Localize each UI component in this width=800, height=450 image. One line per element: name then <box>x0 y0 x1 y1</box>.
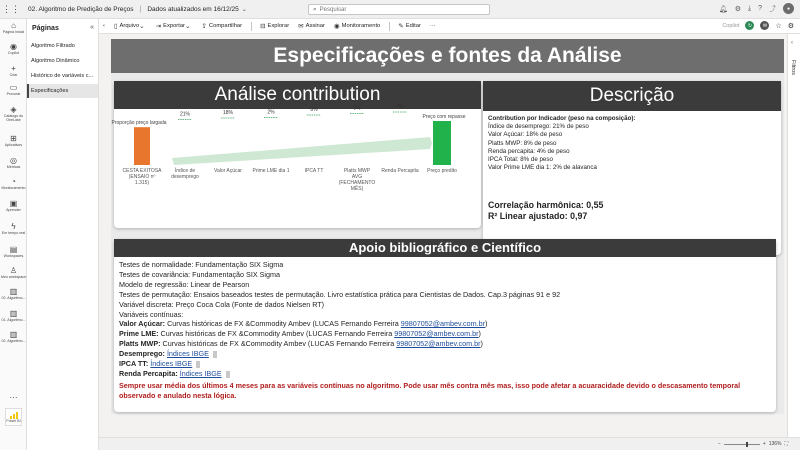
category-label <box>253 168 290 174</box>
browse-icon: ▭ <box>9 83 18 92</box>
toolbar-label: Arquivo <box>119 23 140 29</box>
filters-pane[interactable] <box>787 34 800 437</box>
end-bar <box>433 121 451 165</box>
rail-item-label: Em tempo real <box>1 231 26 235</box>
workspaces-icon: ▤ <box>9 245 18 254</box>
rail-item-label: 01. Algoritmo... <box>1 318 26 322</box>
bibliography-line: Testes de permutação: Ensaios baseados testes de permutação. Livro estatística prática para Cientistas de Dados. Cap.3 páginas 91 e 92 <box>119 289 561 299</box>
more-icon[interactable]: ··· <box>9 393 18 402</box>
toolbar-explorar-button[interactable] <box>260 22 289 30</box>
more-options-icon[interactable]: ··· <box>429 23 436 29</box>
category-label <box>381 168 418 174</box>
category-label-line: Renda Percapita <box>381 168 419 174</box>
metrics-icon: ◎ <box>10 156 17 165</box>
report-title: 02. Algoritmo de Predição de Preços <box>28 5 134 13</box>
category-label-line: desemprego <box>171 174 199 180</box>
toolbar-label: Monitoramento <box>341 23 381 29</box>
bibliography-line: Testes de covariância: Fundamentação SIX Sigma <box>119 269 281 279</box>
source-text: Curvas históricas de FX &Commodity Ambev (LUCAS Fernando Ferreira <box>165 319 401 329</box>
ibge-line <box>119 359 771 369</box>
source-line <box>119 329 771 339</box>
pages-title: Páginas <box>32 25 59 32</box>
search-placeholder: Pesquisar <box>319 6 347 13</box>
category-label-line: Valor Açúcar <box>214 168 242 174</box>
copilot-icon: ◉ <box>10 42 17 51</box>
description-lines <box>488 123 776 172</box>
rail-item[interactable] <box>0 330 27 343</box>
rail-item[interactable] <box>0 134 27 147</box>
rail-item-label: Monitoramento <box>1 186 26 190</box>
page-tab[interactable]: Algoritmo Filtrado <box>31 43 75 49</box>
category-label-line: CESTA EXITOSA <box>122 168 162 174</box>
source-label: Valor Açúcar: <box>119 319 166 329</box>
rail-item-label: Página Inicial <box>2 30 25 34</box>
ibge-link[interactable]: Índices IBGE <box>166 349 209 359</box>
correlation-text: Correlação harmônica: 0,55 <box>488 200 604 211</box>
rail-item[interactable] <box>0 42 27 55</box>
email-link[interactable]: 99807052@ambev.com.br <box>394 329 479 339</box>
rail-item[interactable] <box>0 177 27 190</box>
share-icon: ⇪ <box>201 23 207 30</box>
help-icon[interactable]: ? <box>758 5 762 12</box>
report-icon: ▥ <box>9 287 18 296</box>
rail-item[interactable] <box>0 21 27 34</box>
category-label-line: 1.315) <box>134 180 150 186</box>
zoom-level: 136% <box>768 441 782 447</box>
report-icon: ▥ <box>9 309 18 318</box>
description-line: Platts MWP: 8% de peso <box>488 139 557 147</box>
toolbar-compartilhar-button[interactable] <box>201 22 242 30</box>
report-icon: ▥ <box>9 330 18 339</box>
toolbar-label: Assinar <box>305 23 325 29</box>
bibliography-line: Modelo de regressão: Linear de Pearson <box>119 279 250 289</box>
status-bar <box>99 437 800 450</box>
onelake-icon: ◈ <box>10 105 17 114</box>
category-label-line: Preço predito <box>427 168 457 174</box>
settings-icon[interactable]: ⚙ <box>734 5 741 13</box>
settings-icon[interactable]: ⚙ <box>787 22 794 30</box>
page-title: Especificações e fontes da Análise <box>111 39 784 73</box>
data-label: 8% <box>353 105 361 112</box>
refresh-icon[interactable]: ↻ <box>745 21 754 30</box>
powerbi-logo[interactable] <box>5 408 22 426</box>
toolbar-exportar-button[interactable] <box>156 22 193 30</box>
trend-arrow <box>172 137 432 165</box>
my-workspace-icon: ♙ <box>9 266 18 275</box>
pages-pane <box>27 19 99 450</box>
ibge-link[interactable]: Índices IBGE <box>179 368 222 378</box>
start-label: Proporção preço largada <box>111 120 167 127</box>
zoom-out-icon[interactable]: − <box>717 441 721 447</box>
page-tab[interactable]: Algoritmo Dinâmico <box>31 58 80 64</box>
rail-item[interactable] <box>0 222 27 235</box>
report-page <box>111 39 784 414</box>
top-right-actions <box>719 3 794 14</box>
filters-label: Filtros <box>790 60 796 75</box>
report-canvas <box>99 34 787 437</box>
source-label: Prime LME: <box>119 329 159 339</box>
waterfall-chart[interactable] <box>111 104 481 228</box>
rail-item[interactable] <box>0 266 27 279</box>
toolbar-label: Exportar <box>163 23 185 29</box>
toolbar-separator <box>389 22 390 31</box>
toolbar-assinar-button[interactable] <box>298 22 325 30</box>
ibge-label: Renda Percapita: <box>119 368 178 378</box>
ibge-label: IPCA TT: <box>119 359 149 369</box>
category-label <box>171 167 199 180</box>
bibliography-heading: Apoio bibliográfico e Científico <box>114 239 776 257</box>
monitor-icon: ◉ <box>333 23 340 30</box>
collapse-pane-icon[interactable]: « <box>90 24 94 31</box>
category-label-line: Prime LME dia 1 <box>252 168 290 174</box>
data-label: 2% <box>267 109 275 116</box>
realtime-icon: ϟ <box>11 222 16 231</box>
app-rail <box>0 19 27 450</box>
zoom-thumb[interactable] <box>746 442 748 447</box>
r2-text: R² Linear ajustado: 0,97 <box>488 211 588 222</box>
report-toolbar <box>99 19 800 34</box>
rail-item[interactable] <box>0 83 27 96</box>
rail-item-label: Copilot <box>7 51 20 55</box>
ibge-line <box>119 369 771 379</box>
expand-filters-icon[interactable]: ‹ <box>791 40 793 46</box>
data-label: 18% <box>222 110 234 116</box>
toolbar-arquivo-button[interactable] <box>114 22 147 30</box>
warning-text: Sempre usar média dos últimos 4 meses para as variáveis contínuas no algoritmo. Pode usar mês contra mês mas, isso pode afetar a acuaracidade devido o descasamento temporal observado e anulado nesta lógica. <box>119 380 741 400</box>
ibge-label: Desemprego: <box>119 349 165 359</box>
bibliography-line: Testes de normalidade: Fundamentação SIX Sigma <box>119 260 284 269</box>
learn-icon: ▣ <box>9 199 18 208</box>
chevron-down-icon: ⌄ <box>185 23 191 30</box>
bibliography-body <box>114 257 776 404</box>
bookmark-icon[interactable]: ☆ <box>775 22 782 30</box>
apps-icon: ⊞ <box>10 134 17 143</box>
powerbi-label: Power BI <box>6 419 21 423</box>
explore-icon: ⊟ <box>260 23 266 30</box>
data-updated-label[interactable]: Dados atualizados em 16/12/25 <box>147 5 239 13</box>
source-text: Curvas históricas de FX &Commodity Ambev (LUCAS Fernando Ferreira <box>160 339 397 349</box>
description-line: Índice de desemprego: 21% de peso <box>488 123 589 131</box>
category-label <box>305 168 324 174</box>
title-bar <box>0 0 800 19</box>
powerbi-icon <box>10 411 18 419</box>
avatar[interactable]: ● <box>783 3 794 14</box>
export-icon: ⇥ <box>155 23 162 30</box>
app-launcher-icon[interactable]: ⋮⋮ <box>2 3 20 14</box>
category-label-line: AVG <box>351 174 363 180</box>
edit-icon: ✎ <box>398 23 404 30</box>
description-line: Valor Prime LME dia 1: 2% de alavanca <box>488 164 597 172</box>
category-label-line: IPCA TT <box>304 168 324 174</box>
rail-item-label: 02. Algoritmo... <box>1 296 26 300</box>
toolbar-separator <box>251 22 252 31</box>
toolbar-label: Editar <box>405 23 421 29</box>
source-line <box>119 319 771 329</box>
chevron-down-icon[interactable]: ⌄ <box>241 6 247 13</box>
download-icon[interactable]: ⤓ <box>747 4 752 12</box>
rail-item-label: Criar <box>9 73 18 77</box>
monitor-icon: ◔ <box>11 177 16 186</box>
source-label: Platts MWP: <box>119 339 161 349</box>
source-text: Curvas históricas de FX &Commodity Ambev (LUCAS Fernando Ferreira <box>158 329 395 339</box>
notifications-icon[interactable]: 🔔︎ <box>718 5 728 13</box>
share-icon[interactable]: ⤴ <box>769 5 776 13</box>
file-icon: ▯ <box>113 23 118 30</box>
category-label-line: MÊS) <box>350 186 364 192</box>
rail-item-label: Aplicativos <box>4 143 23 147</box>
category-label <box>427 168 457 174</box>
chevron-down-icon: ⌄ <box>139 23 145 30</box>
description-intro: Contribution por Indicador (peso na composição): <box>488 115 636 122</box>
collapse-icon[interactable]: ‹ <box>103 23 105 29</box>
page-tab[interactable]: Histórico de variáveis c... <box>31 73 94 79</box>
rail-item[interactable] <box>0 245 27 258</box>
bibliography-line: Variável discreta: Preço Coca Cola (Fonte de dados Nielsen RT) <box>119 299 325 309</box>
end-label: Preço com repasse <box>422 114 466 120</box>
rail-item-label: Workspaces <box>3 254 24 258</box>
category-label-line: (ENSAIO nº <box>128 174 156 180</box>
copilot-button[interactable]: Copilot <box>722 22 740 29</box>
rail-item-label: Procurar <box>6 92 21 96</box>
rail-item[interactable] <box>0 64 27 77</box>
source-close: ) <box>485 319 488 329</box>
rail-item-label: Catálogo do OneLake <box>3 114 24 122</box>
category-label-line: Índice de <box>174 168 196 174</box>
search-box[interactable] <box>308 4 490 15</box>
toolbar-monitoramento-button[interactable] <box>334 22 380 30</box>
email-link[interactable]: 99807052@ambev.com.br <box>396 339 481 349</box>
toolbar-label: Compartilhar <box>208 23 243 29</box>
comment-icon[interactable]: ✉ <box>760 21 769 30</box>
page-tab[interactable]: Especificações <box>27 84 98 98</box>
category-label <box>123 168 163 186</box>
title-separator: | <box>139 5 142 13</box>
rail-item-label: Métricas <box>6 165 21 169</box>
source-close: ) <box>478 329 481 339</box>
data-label: 4% <box>396 104 404 110</box>
zoom-control[interactable] <box>718 441 788 447</box>
subscribe-icon: ✉ <box>298 23 304 30</box>
description-line: IPCA Total: 8% de peso <box>488 156 553 164</box>
analysis-card[interactable] <box>111 81 481 228</box>
link-marker <box>213 351 217 358</box>
rail-item[interactable] <box>0 287 27 300</box>
toolbar-editar-button[interactable] <box>398 22 421 30</box>
zoom-in-icon[interactable]: + <box>762 441 766 447</box>
rail-item[interactable] <box>0 105 27 122</box>
category-label-line: Platts MWP <box>343 168 371 174</box>
fit-page-icon[interactable]: ⛶ <box>784 441 788 447</box>
description-spacer <box>488 172 776 200</box>
analysis-heading: Análise contribution <box>114 81 481 109</box>
rail-item-label: Aprender <box>6 208 21 212</box>
category-label-line: (FECHAMENTO <box>338 180 376 186</box>
description-heading: Descrição <box>483 81 781 111</box>
category-label <box>214 168 242 174</box>
link-marker <box>226 371 230 378</box>
description-line: Renda percapita: 4% de peso <box>488 147 570 155</box>
data-label: 8% <box>310 107 318 113</box>
rail-item-label: 02. Algoritmo... <box>1 339 26 343</box>
rail-item[interactable] <box>0 199 27 212</box>
description-card <box>483 81 781 255</box>
rail-item-label: Meu workspace <box>0 275 27 279</box>
rail-item[interactable] <box>0 309 27 322</box>
description-line: Valor Açúcar: 18% de peso <box>488 131 563 139</box>
bibliography-line: Variáveis contínuas: <box>119 309 184 319</box>
source-line <box>119 339 771 349</box>
bibliography-card <box>114 239 776 412</box>
search-icon: ⌕ <box>313 5 317 13</box>
description-body <box>483 111 781 226</box>
zoom-slider[interactable] <box>724 444 760 445</box>
data-label: 21% <box>179 111 191 118</box>
link-marker <box>196 361 200 368</box>
toolbar-label: Explorar <box>267 23 290 29</box>
start-bar <box>134 127 150 165</box>
rail-item[interactable] <box>0 156 27 169</box>
toolbar-right <box>722 21 794 30</box>
category-label <box>339 168 376 192</box>
ibge-link[interactable]: Índices IBGE <box>150 359 193 369</box>
create-icon: + <box>11 64 16 73</box>
ibge-line <box>119 349 771 359</box>
source-close: ) <box>480 339 483 349</box>
email-link[interactable]: 99807052@ambev.com.br <box>400 319 486 329</box>
home-icon: ⌂ <box>11 21 16 30</box>
